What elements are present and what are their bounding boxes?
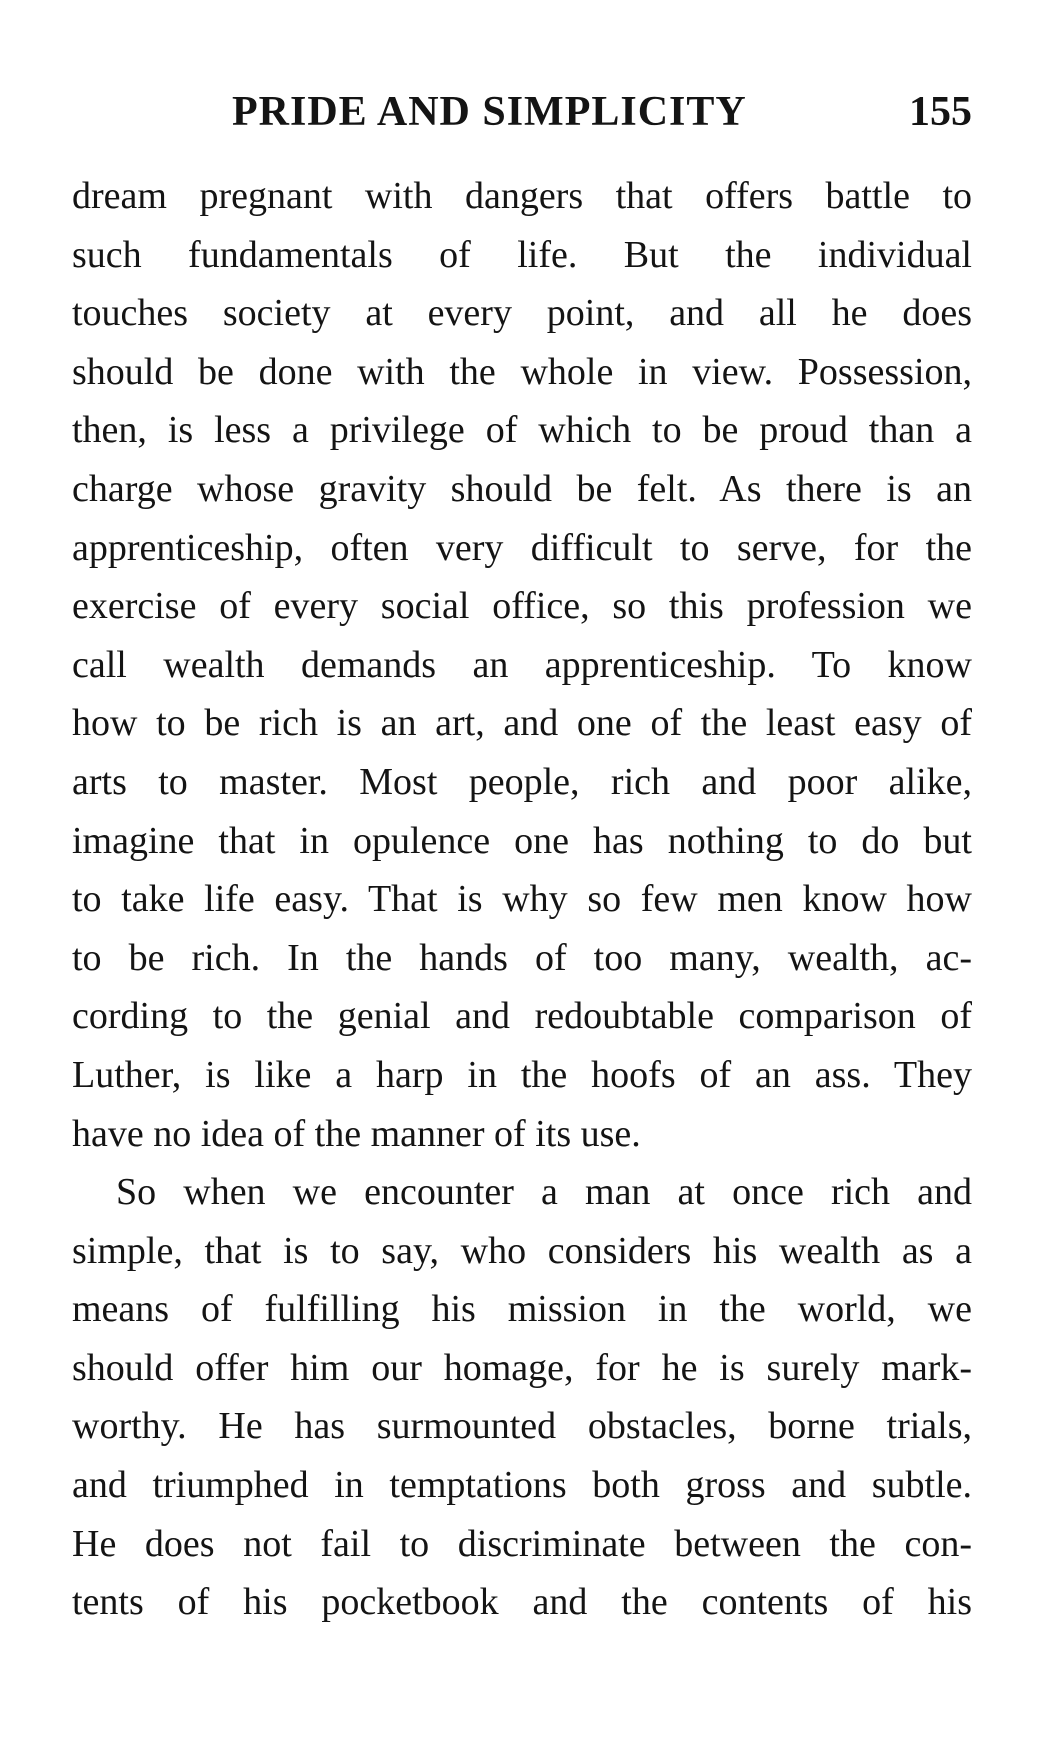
body-text (72, 167, 972, 1632)
text-line: arts to master. Most people, rich and poor alike, (72, 760, 972, 803)
text-line: means of fulfilling his mission in the world, we (72, 1288, 972, 1331)
paragraph-2 (72, 1163, 972, 1632)
text-line: tents of his pocketbook and the contents of his (72, 1581, 972, 1624)
text-line: worthy. He has surmounted obstacles, borne trials, (72, 1405, 972, 1448)
text-line: to take life easy. That is why so few men know how (72, 878, 972, 921)
text-line: charge whose gravity should be felt. As there is an (72, 467, 972, 510)
text-line: such fundamentals of life. But the individual (72, 233, 972, 276)
text-line: how to be rich is an art, and one of the least easy of (72, 702, 972, 745)
text-line: exercise of every social office, so this profession we (72, 585, 972, 628)
text-line: cording to the genial and redoubtable comparison of (72, 995, 972, 1038)
text-line: apprenticeship, often very difficult to serve, for the (72, 526, 972, 569)
text-line: He does not fail to discriminate between the con- (72, 1522, 972, 1565)
text-line: So when we encounter a man at once rich and (116, 1171, 972, 1214)
text-line: should offer him our homage, for he is surely mark- (72, 1346, 972, 1389)
paragraph-1 (72, 167, 972, 1163)
running-title: PRIDE AND SIMPLICITY (232, 89, 747, 135)
text-line: simple, that is to say, who considers his wealth as a (72, 1229, 972, 1272)
text-line: have no idea of the manner of its use. (72, 1112, 641, 1155)
text-line: imagine that in opulence one has nothing to do but (72, 819, 972, 862)
text-line: touches society at every point, and all he does (72, 292, 972, 335)
text-line: then, is less a privilege of which to be proud than a (72, 409, 972, 452)
text-line: should be done with the whole in view. Possession, (72, 350, 972, 393)
running-head (72, 88, 972, 148)
text-line: call wealth demands an apprenticeship. To know (72, 643, 972, 686)
text-line: and triumphed in temptations both gross and subtle. (72, 1464, 972, 1507)
text-line: Luther, is like a harp in the hoofs of an ass. They (72, 1053, 972, 1096)
text-line: to be rich. In the hands of too many, wealth, ac- (72, 936, 972, 979)
text-line: dream pregnant with dangers that offers battle to (72, 175, 972, 217)
page-number: 155 (909, 89, 972, 135)
